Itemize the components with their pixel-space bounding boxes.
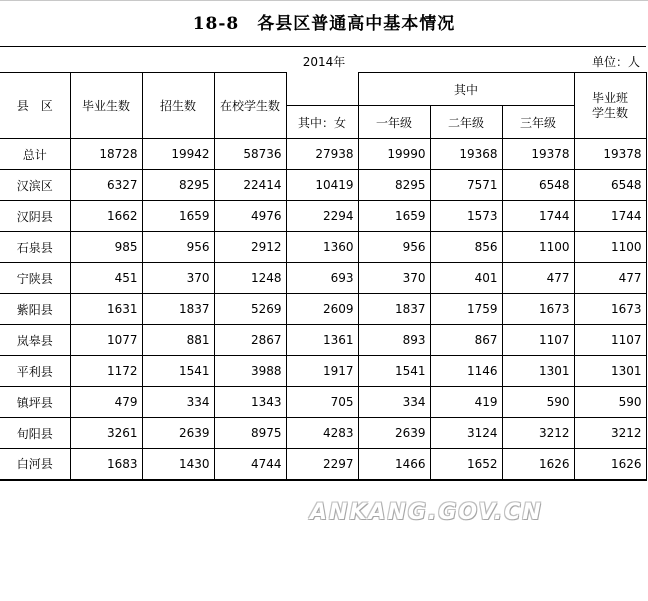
row-value-cell: 1759 bbox=[430, 294, 502, 325]
table-body bbox=[0, 139, 646, 480]
row-value-cell: 4744 bbox=[214, 449, 286, 480]
row-value-cell: 479 bbox=[70, 387, 142, 418]
row-value-cell: 1077 bbox=[70, 325, 142, 356]
header-grad-class-line2: 学生数 bbox=[592, 105, 629, 120]
header-county: 县 区 bbox=[0, 73, 70, 139]
row-value-cell: 477 bbox=[502, 263, 574, 294]
row-value-cell: 4283 bbox=[286, 418, 358, 449]
row-county-name: 平利县 bbox=[0, 356, 70, 387]
row-value-cell: 1659 bbox=[142, 201, 214, 232]
header-grade3: 三年级 bbox=[502, 106, 574, 139]
row-county-name: 白河县 bbox=[0, 449, 70, 480]
table-row bbox=[0, 232, 646, 263]
row-value-cell: 1541 bbox=[358, 356, 430, 387]
row-value-cell: 5269 bbox=[214, 294, 286, 325]
row-value-cell: 4976 bbox=[214, 201, 286, 232]
row-value-cell: 58736 bbox=[214, 139, 286, 170]
unit-label: 单位：人 bbox=[591, 55, 640, 69]
data-table bbox=[0, 72, 647, 481]
row-value-cell: 1466 bbox=[358, 449, 430, 480]
row-county-name: 岚皋县 bbox=[0, 325, 70, 356]
row-value-cell: 705 bbox=[286, 387, 358, 418]
row-value-cell: 2639 bbox=[142, 418, 214, 449]
table-row bbox=[0, 294, 646, 325]
row-county-name: 总计 bbox=[0, 139, 70, 170]
row-value-cell: 2639 bbox=[358, 418, 430, 449]
subtitle-bar bbox=[0, 46, 646, 73]
row-value-cell: 590 bbox=[502, 387, 574, 418]
table-row bbox=[0, 418, 646, 449]
row-value-cell: 19990 bbox=[358, 139, 430, 170]
row-county-name: 镇坪县 bbox=[0, 387, 70, 418]
header-grad-class bbox=[574, 73, 646, 139]
row-value-cell: 1360 bbox=[286, 232, 358, 263]
row-value-cell: 1100 bbox=[574, 232, 646, 263]
row-value-cell: 1301 bbox=[574, 356, 646, 387]
row-value-cell: 2294 bbox=[286, 201, 358, 232]
row-value-cell: 334 bbox=[358, 387, 430, 418]
row-value-cell: 590 bbox=[574, 387, 646, 418]
row-value-cell: 1626 bbox=[574, 449, 646, 480]
table-row bbox=[0, 139, 646, 170]
row-value-cell: 3212 bbox=[574, 418, 646, 449]
row-value-cell: 1541 bbox=[142, 356, 214, 387]
table-row bbox=[0, 449, 646, 480]
row-value-cell: 693 bbox=[286, 263, 358, 294]
row-value-cell: 1107 bbox=[574, 325, 646, 356]
row-value-cell: 985 bbox=[70, 232, 142, 263]
table-row bbox=[0, 356, 646, 387]
row-county-name: 汉滨区 bbox=[0, 170, 70, 201]
header-in-school: 在校学生数 bbox=[214, 73, 286, 139]
row-value-cell: 2609 bbox=[286, 294, 358, 325]
row-value-cell: 1917 bbox=[286, 356, 358, 387]
table-row bbox=[0, 201, 646, 232]
row-value-cell: 451 bbox=[70, 263, 142, 294]
row-value-cell: 370 bbox=[358, 263, 430, 294]
header-among-group: 其中 bbox=[358, 73, 574, 106]
row-value-cell: 27938 bbox=[286, 139, 358, 170]
row-value-cell: 1343 bbox=[214, 387, 286, 418]
row-value-cell: 1744 bbox=[502, 201, 574, 232]
row-value-cell: 3988 bbox=[214, 356, 286, 387]
row-value-cell: 6548 bbox=[574, 170, 646, 201]
row-value-cell: 1100 bbox=[502, 232, 574, 263]
header-grad-class-line1: 毕业班 bbox=[592, 90, 629, 105]
row-value-cell: 8295 bbox=[142, 170, 214, 201]
row-value-cell: 6327 bbox=[70, 170, 142, 201]
row-value-cell: 19378 bbox=[502, 139, 574, 170]
table-row bbox=[0, 170, 646, 201]
row-value-cell: 370 bbox=[142, 263, 214, 294]
watermark: ANKANG.GOV.CN bbox=[310, 500, 543, 525]
header-grade1: 一年级 bbox=[358, 106, 430, 139]
row-value-cell: 1107 bbox=[502, 325, 574, 356]
header-among-female: 其中：女 bbox=[286, 106, 358, 139]
row-value-cell: 1146 bbox=[430, 356, 502, 387]
row-value-cell: 1626 bbox=[502, 449, 574, 480]
row-value-cell: 18728 bbox=[70, 139, 142, 170]
row-value-cell: 10419 bbox=[286, 170, 358, 201]
row-value-cell: 2297 bbox=[286, 449, 358, 480]
row-county-name: 紫阳县 bbox=[0, 294, 70, 325]
row-value-cell: 867 bbox=[430, 325, 502, 356]
row-value-cell: 8975 bbox=[214, 418, 286, 449]
row-value-cell: 19368 bbox=[430, 139, 502, 170]
header-grade2: 二年级 bbox=[430, 106, 502, 139]
header-enrollment: 招生数 bbox=[142, 73, 214, 139]
table-row bbox=[0, 325, 646, 356]
row-value-cell: 22414 bbox=[214, 170, 286, 201]
row-county-name: 石泉县 bbox=[0, 232, 70, 263]
row-value-cell: 956 bbox=[358, 232, 430, 263]
row-value-cell: 1683 bbox=[70, 449, 142, 480]
row-value-cell: 477 bbox=[574, 263, 646, 294]
header-graduates: 毕业生数 bbox=[70, 73, 142, 139]
row-value-cell: 1248 bbox=[214, 263, 286, 294]
row-value-cell: 1652 bbox=[430, 449, 502, 480]
header-blank bbox=[286, 73, 358, 106]
row-value-cell: 419 bbox=[430, 387, 502, 418]
header-row-1 bbox=[0, 73, 646, 106]
row-value-cell: 1659 bbox=[358, 201, 430, 232]
row-value-cell: 1744 bbox=[574, 201, 646, 232]
row-value-cell: 8295 bbox=[358, 170, 430, 201]
row-value-cell: 881 bbox=[142, 325, 214, 356]
table-number: 18-8 bbox=[192, 14, 240, 34]
row-value-cell: 1662 bbox=[70, 201, 142, 232]
row-value-cell: 1837 bbox=[358, 294, 430, 325]
row-value-cell: 1673 bbox=[574, 294, 646, 325]
row-value-cell: 19942 bbox=[142, 139, 214, 170]
row-value-cell: 1172 bbox=[70, 356, 142, 387]
row-value-cell: 1573 bbox=[430, 201, 502, 232]
row-county-name: 旬阳县 bbox=[0, 418, 70, 449]
row-county-name: 汉阴县 bbox=[0, 201, 70, 232]
row-value-cell: 2912 bbox=[214, 232, 286, 263]
row-value-cell: 3261 bbox=[70, 418, 142, 449]
row-value-cell: 1361 bbox=[286, 325, 358, 356]
row-value-cell: 3124 bbox=[430, 418, 502, 449]
row-value-cell: 1430 bbox=[142, 449, 214, 480]
row-value-cell: 893 bbox=[358, 325, 430, 356]
table-row bbox=[0, 263, 646, 294]
row-value-cell: 1673 bbox=[502, 294, 574, 325]
row-value-cell: 401 bbox=[430, 263, 502, 294]
row-value-cell: 334 bbox=[142, 387, 214, 418]
row-value-cell: 6548 bbox=[502, 170, 574, 201]
year-label: 2014年 bbox=[302, 55, 346, 69]
row-county-name: 宁陕县 bbox=[0, 263, 70, 294]
row-value-cell: 1631 bbox=[70, 294, 142, 325]
table-title bbox=[0, 0, 648, 47]
row-value-cell: 856 bbox=[430, 232, 502, 263]
table-row bbox=[0, 387, 646, 418]
row-value-cell: 1301 bbox=[502, 356, 574, 387]
row-value-cell: 7571 bbox=[430, 170, 502, 201]
table-title-text: 各县区普通高中基本情况 bbox=[257, 14, 456, 34]
row-value-cell: 956 bbox=[142, 232, 214, 263]
row-value-cell: 1837 bbox=[142, 294, 214, 325]
row-value-cell: 19378 bbox=[574, 139, 646, 170]
row-value-cell: 3212 bbox=[502, 418, 574, 449]
row-value-cell: 2867 bbox=[214, 325, 286, 356]
